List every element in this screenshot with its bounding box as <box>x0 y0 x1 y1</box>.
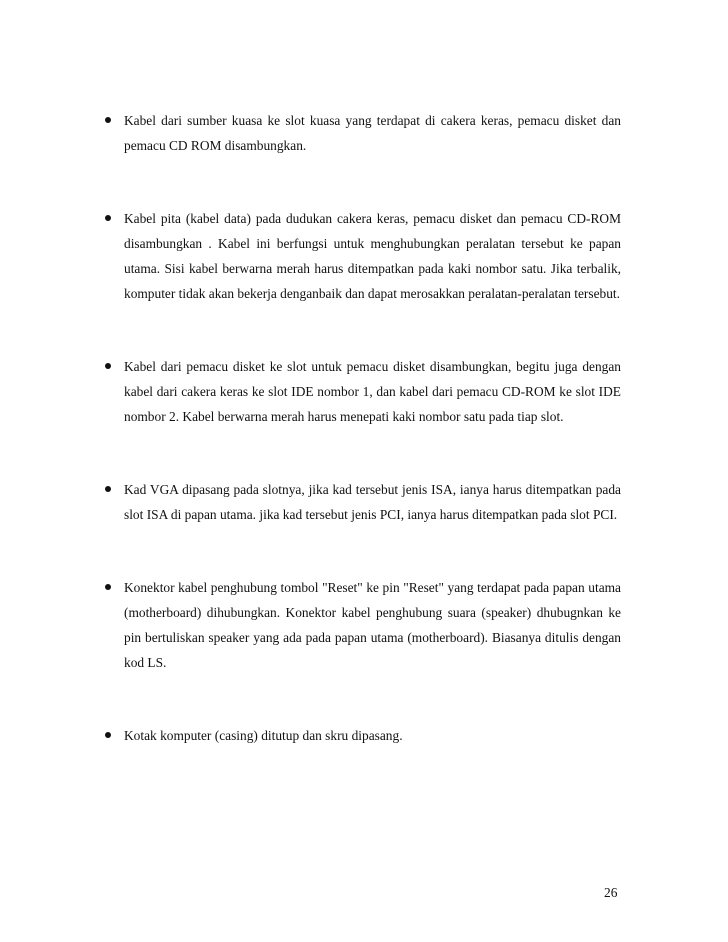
bullet-item-reset-connector <box>103 575 621 675</box>
bullet-text: Kotak komputer (casing) ditutup dan skru dipasang. <box>124 728 403 743</box>
bullet-list <box>103 108 621 748</box>
bullet-item-power-cable <box>103 108 621 158</box>
bullet-point-icon <box>105 363 111 369</box>
page-number: 26 <box>604 885 618 900</box>
bullet-point-icon <box>105 584 111 590</box>
bullet-text: Konektor kabel penghubung tombol "Reset" ke pin "Reset" yang terdapat pada papan utama (motherboard) dihubungkan. Konektor kabel penghubung suara (speaker) dhubugnkan ke pin bertuliskan speaker yang ada pada papan utama (motherboard). Biasanya ditulis dengan kod LS. <box>124 580 621 670</box>
bullet-item-ribbon-cable <box>103 206 621 306</box>
bullet-text: Kabel dari sumber kuasa ke slot kuasa yang terdapat di cakera keras, pemacu disket dan pemacu CD ROM disambungkan. <box>124 113 621 153</box>
bullet-text: Kabel dari pemacu disket ke slot untuk pemacu disket disambungkan, begitu juga dengan kabel dari cakera keras ke slot IDE nombor 1, dan kabel dari pemacu CD-ROM ke slot IDE nombor 2. Kabel berwarna merah harus menepati kaki nombor satu pada tiap slot. <box>124 359 621 424</box>
bullet-point-icon <box>105 486 111 492</box>
bullet-point-icon <box>105 117 111 123</box>
bullet-item-casing <box>103 723 621 748</box>
bullet-point-icon <box>105 215 111 221</box>
bullet-point-icon <box>105 732 111 738</box>
bullet-item-vga-card <box>103 477 621 527</box>
bullet-text: Kabel pita (kabel data) pada dudukan cakera keras, pemacu disket dan pemacu CD-ROM disambungkan . Kabel ini berfungsi untuk menghubungkan peralatan tersebut ke papan utama. Sisi kabel berwarna merah harus ditempatkan pada kaki nombor satu. Jika terbalik, komputer tidak akan bekerja denganbaik dan dapat merosakkan peralatan-peralatan tersebut. <box>124 211 621 301</box>
bullet-text: Kad VGA dipasang pada slotnya, jika kad tersebut jenis ISA, ianya harus ditempatkan pada slot ISA di papan utama. jika kad tersebut jenis PCI, ianya harus ditempatkan pada slot PCI. <box>124 482 621 522</box>
bullet-item-ide-slots <box>103 354 621 429</box>
